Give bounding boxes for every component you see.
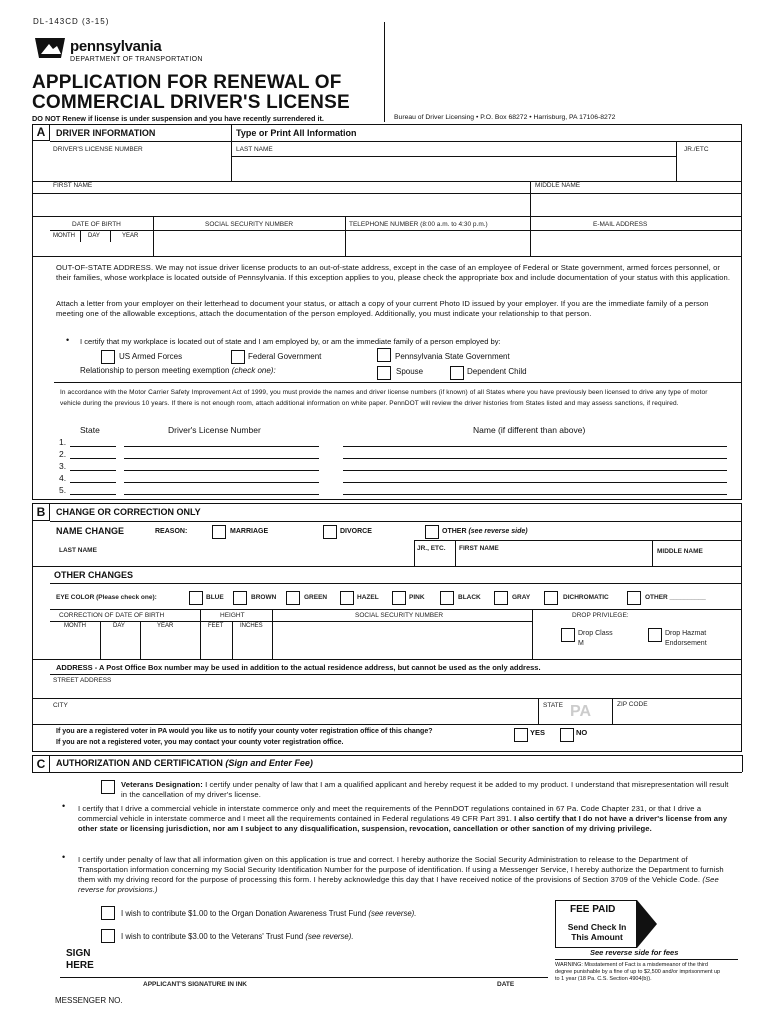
drop-hazmat-checkbox[interactable] [648,628,662,642]
eye-pink-label: PINK [409,594,425,601]
cert-provisions: (See reverse for provisions.) [78,875,719,894]
city-input[interactable] [52,710,536,722]
bureau-address: Bureau of Driver Licensing • P.O. Box 68272 • Harrisburg, PA 17106-8272 [394,114,616,121]
corr-year: YEAR [157,623,174,629]
renewal-warning: DO NOT Renew if license is under suspension and you have recently surrendered it. [32,114,324,123]
email-input[interactable] [531,231,741,255]
voter-question: If you are a registered voter in PA would you like us to notify your county voter registration office of this change? [56,728,433,735]
divorce-checkbox[interactable] [323,525,337,539]
bullet-2: • [62,852,66,862]
last-name-input[interactable] [236,158,674,180]
spouse-label: Spouse [396,367,424,376]
history-row-2: 2. [59,449,67,459]
form-title-1: APPLICATION FOR RENEWAL OF [32,72,342,93]
voter-yes-label: YES [530,728,546,737]
bullet-1: • [62,801,66,811]
eye-dichromatic-checkbox[interactable] [544,591,558,605]
other-reason-checkbox[interactable] [425,525,439,539]
signature-input[interactable] [110,950,550,976]
eye-brown-checkbox[interactable] [233,591,247,605]
eye-gray-checkbox[interactable] [494,591,508,605]
first-name-label: FIRST NAME [53,182,93,189]
see-reverse-fees: See reverse side for fees [590,948,679,957]
veterans-fund-text: I wish to contribute $3.00 to the Veterans' Trust Fund [121,932,304,941]
eye-green-label: GREEN [304,594,328,601]
dob-month: MONTH [53,233,75,239]
organ-text: I wish to contribute $1.00 to the Organ Donation Awareness Trust Fund [121,909,367,918]
eye-dichromatic-label: DICHROMATIC [563,594,609,601]
zip-input[interactable] [614,710,740,722]
state-col: State [80,425,100,435]
city-label: CITY [53,702,68,709]
pa-state-gov-checkbox[interactable] [377,348,391,362]
marriage-label: MARRIAGE [230,528,269,535]
name-change-label: NAME CHANGE [56,526,125,536]
section-c-title-text: AUTHORIZATION AND CERTIFICATION [56,758,223,768]
section-c-subtitle: (Sign and Enter Fee) [225,758,313,768]
eye-black-checkbox[interactable] [440,591,454,605]
eye-other-label: OTHER __________ [645,594,706,601]
zip-label: ZIP CODE [617,701,648,708]
ssn-label: SOCIAL SECURITY NUMBER [205,221,294,228]
reason-label: REASON: [155,528,188,535]
height-label: HEIGHT [220,612,245,619]
us-armed-forces-checkbox[interactable] [101,350,115,364]
mcsia-notice: In accordance with the Motor Carrier Safety Improvement Act of 1999, you must provide the names and driver license numbers (if known) of all States where you have previously been licensed to drive any type of motor vehicle during the previous 10 years. If there is not enough room, attach additional information on white paper. PennDOT will review the driver histories from States listed and may assess sanctions, if required. [60,389,708,407]
out-of-state-notice: OUT-OF-STATE ADDRESS. We may not issue driver license products to an out-of-state address, except in the case of an employee of Federal or State government, armed forces personnel, or their families, whose workplace is located outside of Pennsylvania. If this exception applies to you, please check the appropriate box and include documentation of your status with this application. [56,263,731,282]
sign-label: SIGN [66,948,91,959]
dob-year: YEAR [122,233,139,239]
type-or-print: Type or Print All Information [236,128,357,138]
jr-label: JR./ETC [684,146,709,153]
section-b-title: CHANGE OR CORRECTION ONLY [56,507,201,517]
voter-no-label: NO [576,728,588,737]
eye-hazel-label: HAZEL [357,594,379,601]
b-middle-name-label: MIDDLE NAME [657,548,703,555]
history-row-3: 3. [59,461,67,471]
address-note: ADDRESS - A Post Office Box number may be used in addition to the actual residence address, but cannot be used as the only address. [56,663,541,672]
dl-number-input[interactable] [52,156,230,180]
section-c-letter: C [32,755,50,773]
form-title-2: COMMERCIAL DRIVER'S LICENSE [32,92,350,113]
history-row-4: 4. [59,473,67,483]
eye-color-label: EYE COLOR (Please check one): [56,594,157,601]
middle-name-input[interactable] [532,194,740,215]
voter-note: If you are not a registered voter, you may contact your county voter registration office. [56,739,344,746]
eye-black-label: BLACK [458,594,481,601]
marriage-checkbox[interactable] [212,525,226,539]
name-diff-col: Name (if different than above) [473,425,586,435]
dependent-child-label: Dependent Child [467,367,527,376]
street-label: STREET ADDRESS [53,677,112,684]
b-first-name-label: FIRST NAME [459,545,499,552]
veterans-fund-label [121,932,354,941]
other-changes-label: OTHER CHANGES [54,570,134,580]
cert-true-correct [78,855,734,895]
attach-letter-notice: Attach a letter from your employer on their letterhead to document your status, or attach a copy of your current Photo ID issued by your employer. If you are the immediate family of a person meeting one of the allowable exceptions, attach the documentation of the person employed. Additionally, you must indicate your relationship to that person. [56,299,709,318]
keystone-icon [33,36,67,60]
last-name-label: LAST NAME [236,146,273,153]
relationship-text: Relationship to person meeting exemption [80,366,230,375]
cert-true-text: I certify under penalty of law that all information given on this application is true and correct. I hereby authorize the Social Security Administration to release to the Department of Transportation information concerning my Social Security Identification Number for the purpose of identification. If using a Messenger Service, I hereby authorize the Department to furnish them with my driving record for the purpose of processing this form. I hereby acknowledge this day that I have received notice of the provisions of Section 3709 of the Vehicle Code. [78,855,724,884]
corr-dob-label: CORRECTION OF DATE OF BIRTH [59,612,165,619]
b-jr-label: JR., ETC. [417,545,446,552]
street-input[interactable] [52,686,740,697]
dl-number-col: Driver's License Number [168,425,261,435]
eye-hazel-checkbox[interactable] [340,591,354,605]
fee-paid-label: FEE PAID [570,904,616,915]
drop-class-m-checkbox[interactable] [561,628,575,642]
logo-name: pennsylvania [70,38,162,55]
state-value: PA [570,703,592,720]
email-label: E-MAIL ADDRESS [593,221,648,228]
voter-no-checkbox[interactable] [560,728,574,742]
height-inches: INCHES [240,623,263,629]
see-reverse-note: (see reverse side) [468,528,528,535]
b-ssn-label: SOCIAL SECURITY NUMBER [355,612,444,619]
dob-day: DAY [88,233,100,239]
cert-interstate-bold: I also certify that I do not have a driver's license from any other state or licensing jurisdiction, nor am I subject to any disqualification, suspension, revocation, cancellation or other sanction of my driving privilege. [78,814,728,833]
section-a-letter: A [32,124,50,141]
check-one: (check one): [231,366,276,375]
veterans-designation-checkbox[interactable] [101,780,115,794]
ssn-input[interactable] [154,231,344,255]
corr-day: DAY [113,623,125,629]
history-row-5: 5. [59,485,67,495]
organ-donation-checkbox[interactable] [101,906,115,920]
federal-gov-checkbox[interactable] [231,350,245,364]
phone-label: TELEPHONE NUMBER (8:00 a.m. to 4:30 p.m.) [349,221,488,228]
middle-name-label: MIDDLE NAME [535,182,581,189]
corr-month: MONTH [64,623,86,629]
pa-state-gov-label: Pennsylvania State Government [395,352,510,361]
drop-privilege-label: DROP PRIVILEGE: [572,612,629,619]
messenger-label: MESSENGER NO. [55,996,123,1005]
certify-workplace: I certify that my workplace is located out of state and I am employed by, or am the immediate family of a person employed by: [80,337,501,346]
dependent-child-checkbox[interactable] [450,366,464,380]
veterans-label: Veterans Designation: [121,780,203,789]
eye-brown-label: BROWN [251,594,277,601]
arrow-right-icon [637,900,657,948]
state-label: STATE [543,702,563,709]
cert-interstate-text: I certify that I drive a commercial vehicle in interstate commerce only and meet the requirements of the PennDOT regulations contained in 67 Pa. Code Chapter 231, or that I drive a commercial vehicle in interstate commerce and I meet all the requirements contained in Federal regulations 49 CFR Part 391. [78,804,702,823]
dl-number-label: DRIVER'S LICENSE NUMBER [53,146,143,153]
eye-blue-checkbox[interactable] [189,591,203,605]
eye-gray-label: GRAY [512,594,531,601]
eye-pink-checkbox[interactable] [392,591,406,605]
here-label: HERE [66,960,94,971]
eye-other-checkbox[interactable] [627,591,641,605]
relationship-label [80,366,276,375]
other-reason-label [442,528,528,535]
organ-see-reverse: (see reverse). [368,909,417,918]
eye-blue-label: BLUE [206,594,224,601]
drop-class-m-label: Drop Class M [578,630,613,647]
other-reason-text: OTHER [442,528,467,535]
organ-donation-label [121,909,416,918]
phone-input[interactable] [346,231,529,255]
first-name-input[interactable] [52,194,528,215]
veterans-see-reverse: (see reverse). [305,932,354,941]
logo-dept: DEPARTMENT OF TRANSPORTATION [70,56,203,63]
veterans-text: I certify under penalty of law that I am a qualified applicant and hereby request it be added to my product. I understand that misrepresentation will result in the cancellation of my driver's license. [121,780,729,799]
misstatement-warning: WARNING: Misstatement of Fact is a misdemeanor of the third degree punishable by a fine of up to $2,500 and/or imprisonment up to 1 year (18 Pa. C.S. Section 4904(b)). [555,962,721,982]
section-c-title [56,758,313,768]
drop-hazmat-label: Drop Hazmat Endorsement [665,630,707,647]
penndot-logo [33,36,67,65]
veterans-designation-text [121,780,733,800]
eye-green-checkbox[interactable] [286,591,300,605]
b-last-name-label: LAST NAME [59,547,97,554]
cert-interstate [78,804,734,834]
height-feet: FEET [208,623,224,629]
federal-gov-label: Federal Government [248,352,322,361]
veterans-fund-checkbox[interactable] [101,929,115,943]
history-row-1: 1. [59,437,67,447]
voter-yes-checkbox[interactable] [514,728,528,742]
section-b-letter: B [32,503,50,521]
section-a-title: DRIVER INFORMATION [56,128,156,138]
bullet: • [66,335,70,345]
send-check-label: Send Check In This Amount [567,922,627,942]
dob-label: DATE OF BIRTH [72,221,121,228]
divorce-label: DIVORCE [340,528,372,535]
us-armed-forces-label: US Armed Forces [119,352,183,361]
date-label: DATE [497,981,515,988]
form-id: DL-143CD (3-15) [33,17,110,26]
applicant-signature-label: APPLICANT'S SIGNATURE IN INK [143,981,247,988]
spouse-checkbox[interactable] [377,366,391,380]
